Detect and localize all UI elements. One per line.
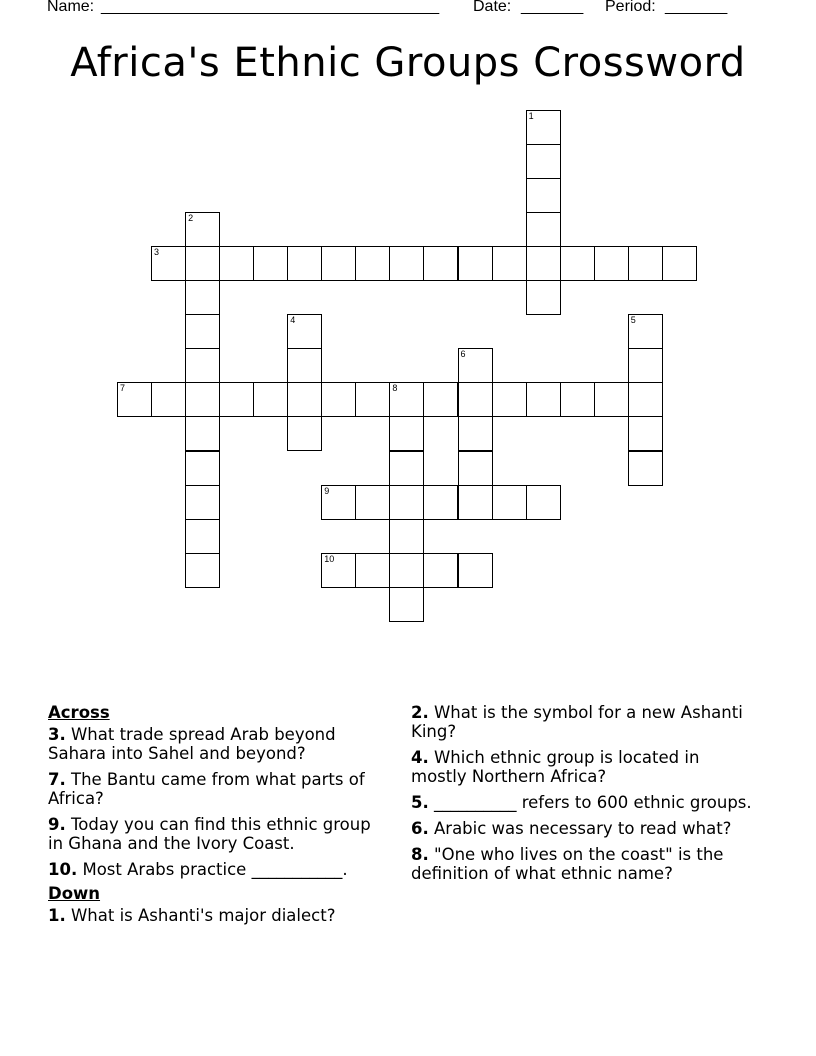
grid-cell[interactable] [355, 382, 390, 417]
grid-cell[interactable] [355, 485, 390, 520]
cell-number: 4 [290, 315, 296, 326]
grid-cell[interactable] [389, 246, 424, 281]
grid-cell[interactable] [526, 212, 561, 247]
across-clue [48, 770, 388, 808]
grid-cell[interactable] [253, 382, 288, 417]
grid-cell[interactable] [458, 485, 493, 520]
clue-text: Which ethnic group is located in mostly Northern Africa? [411, 748, 700, 786]
grid-cell[interactable] [185, 485, 220, 520]
grid-cell[interactable] [355, 553, 390, 588]
grid-cell[interactable] [185, 553, 220, 588]
name-blank[interactable]: ______________________________________ [101, 0, 440, 15]
grid-cell[interactable] [458, 416, 493, 451]
clue-number: 10. [48, 860, 78, 879]
grid-cell[interactable] [526, 485, 561, 520]
grid-cell[interactable] [492, 485, 527, 520]
down-clue [411, 793, 756, 812]
grid-cell[interactable] [287, 314, 322, 349]
grid-cell[interactable] [287, 246, 322, 281]
clues-right-column [411, 703, 756, 890]
clue-number: 8. [411, 845, 429, 864]
clue-number: 9. [48, 815, 66, 834]
cell-number: 7 [120, 383, 126, 394]
grid-cell[interactable] [185, 451, 220, 486]
grid-cell[interactable] [219, 382, 254, 417]
grid-cell[interactable] [185, 246, 220, 281]
cell-number: 5 [630, 315, 636, 326]
clue-number: 1. [48, 906, 66, 925]
grid-cell[interactable] [287, 348, 322, 383]
cell-number: 6 [460, 349, 466, 360]
clue-number: 6. [411, 819, 429, 838]
clue-number: 2. [411, 703, 429, 722]
grid-cell[interactable] [526, 382, 561, 417]
down-clue [411, 748, 756, 786]
cell-number: 2 [188, 213, 194, 224]
cell-number: 1 [528, 111, 534, 121]
down-clue [411, 703, 756, 741]
grid-cell[interactable] [321, 485, 356, 520]
cell-number: 3 [154, 247, 160, 258]
clue-text: What is Ashanti's major dialect? [65, 906, 336, 925]
down-heading: Down [48, 884, 101, 903]
period-label: Period: [605, 0, 656, 15]
grid-cell[interactable] [185, 348, 220, 383]
grid-cell[interactable] [389, 519, 424, 554]
grid-cell[interactable] [321, 553, 356, 588]
grid-cell[interactable] [628, 451, 663, 486]
clue-text: Most Arabs practice ___________. [77, 860, 348, 879]
grid-cell[interactable] [458, 451, 493, 486]
grid-cell[interactable] [628, 314, 663, 349]
grid-cell[interactable] [389, 485, 424, 520]
clue-number: 5. [411, 793, 429, 812]
across-clue [48, 815, 388, 853]
grid-cell[interactable] [151, 382, 186, 417]
clues-left-column [48, 703, 388, 932]
grid-cell[interactable] [560, 246, 595, 281]
grid-cell[interactable] [492, 382, 527, 417]
grid-cell[interactable] [185, 519, 220, 554]
grid-cell[interactable] [253, 246, 288, 281]
across-clue-list [48, 725, 388, 879]
clue-number: 7. [48, 770, 66, 789]
clue-text: Arabic was necessary to read what? [428, 819, 732, 838]
grid-cell[interactable] [185, 314, 220, 349]
date-label: Date: [473, 0, 512, 15]
grid-cell[interactable] [287, 416, 322, 451]
grid-cell[interactable] [492, 246, 527, 281]
grid-cell[interactable] [423, 553, 458, 588]
grid-cell[interactable] [526, 280, 561, 315]
grid-cell[interactable] [458, 553, 493, 588]
grid-cell[interactable] [526, 110, 561, 145]
grid-cell[interactable] [560, 382, 595, 417]
grid-cell[interactable] [219, 246, 254, 281]
grid-cell[interactable] [389, 553, 424, 588]
across-heading: Across [48, 703, 110, 722]
grid-cell[interactable] [526, 246, 561, 281]
grid-cell[interactable] [287, 382, 322, 417]
clue-number: 3. [48, 725, 66, 744]
grid-cell[interactable] [458, 348, 493, 383]
grid-cell[interactable] [321, 246, 356, 281]
clue-text: __________ refers to 600 ethnic groups. [428, 793, 752, 812]
cell-number: 10 [324, 553, 335, 564]
clue-text: "One who lives on the coast" is the definition of what ethnic name? [411, 845, 724, 883]
clue-text: What trade spread Arab beyond Sahara into Sahel and beyond? [48, 725, 336, 763]
grid-cell[interactable] [628, 416, 663, 451]
grid-cell[interactable] [389, 587, 424, 622]
grid-cell[interactable] [458, 382, 493, 417]
clue-text: Today you can find this ethnic group in Ghana and the Ivory Coast. [48, 815, 371, 853]
grid-cell[interactable] [526, 144, 561, 179]
grid-cell[interactable] [389, 416, 424, 451]
down-clue [411, 845, 756, 883]
cell-number: 8 [392, 383, 398, 394]
clue-text: The Bantu came from what parts of Africa? [48, 770, 365, 808]
clue-number: 4. [411, 748, 429, 767]
page-title: Africa's Ethnic Groups Crossword [70, 40, 746, 86]
grid-cell[interactable] [185, 382, 220, 417]
grid-cell[interactable] [594, 246, 629, 281]
down-clue [48, 906, 388, 925]
grid-cell[interactable] [628, 348, 663, 383]
down-clue-list-continued [411, 703, 756, 883]
grid-cell[interactable] [526, 178, 561, 213]
grid-cell[interactable] [355, 246, 390, 281]
grid-cell[interactable] [321, 382, 356, 417]
grid-cell[interactable] [458, 246, 493, 281]
period-blank[interactable]: _______ [665, 0, 728, 15]
grid-cell[interactable] [185, 212, 220, 247]
grid-cell[interactable] [423, 246, 458, 281]
down-clue [411, 819, 756, 838]
grid-cell[interactable] [117, 382, 152, 417]
grid-cell[interactable] [628, 382, 663, 417]
name-label: Name: [47, 0, 95, 15]
grid-cell[interactable] [423, 485, 458, 520]
date-blank[interactable]: _______ [521, 0, 584, 15]
grid-cell[interactable] [389, 382, 424, 417]
clue-text: What is the symbol for a new Ashanti King? [411, 703, 743, 741]
grid-cell[interactable] [628, 246, 663, 281]
grid-cell[interactable] [423, 382, 458, 417]
grid-cell[interactable] [151, 246, 186, 281]
grid-cell[interactable] [389, 451, 424, 486]
grid-cell[interactable] [594, 382, 629, 417]
down-clue-list-first [48, 906, 388, 925]
across-clue [48, 725, 388, 763]
across-clue [48, 860, 388, 879]
cell-number: 9 [324, 485, 330, 496]
grid-cell[interactable] [185, 280, 220, 315]
grid-cell[interactable] [185, 416, 220, 451]
grid-cell[interactable] [662, 246, 697, 281]
